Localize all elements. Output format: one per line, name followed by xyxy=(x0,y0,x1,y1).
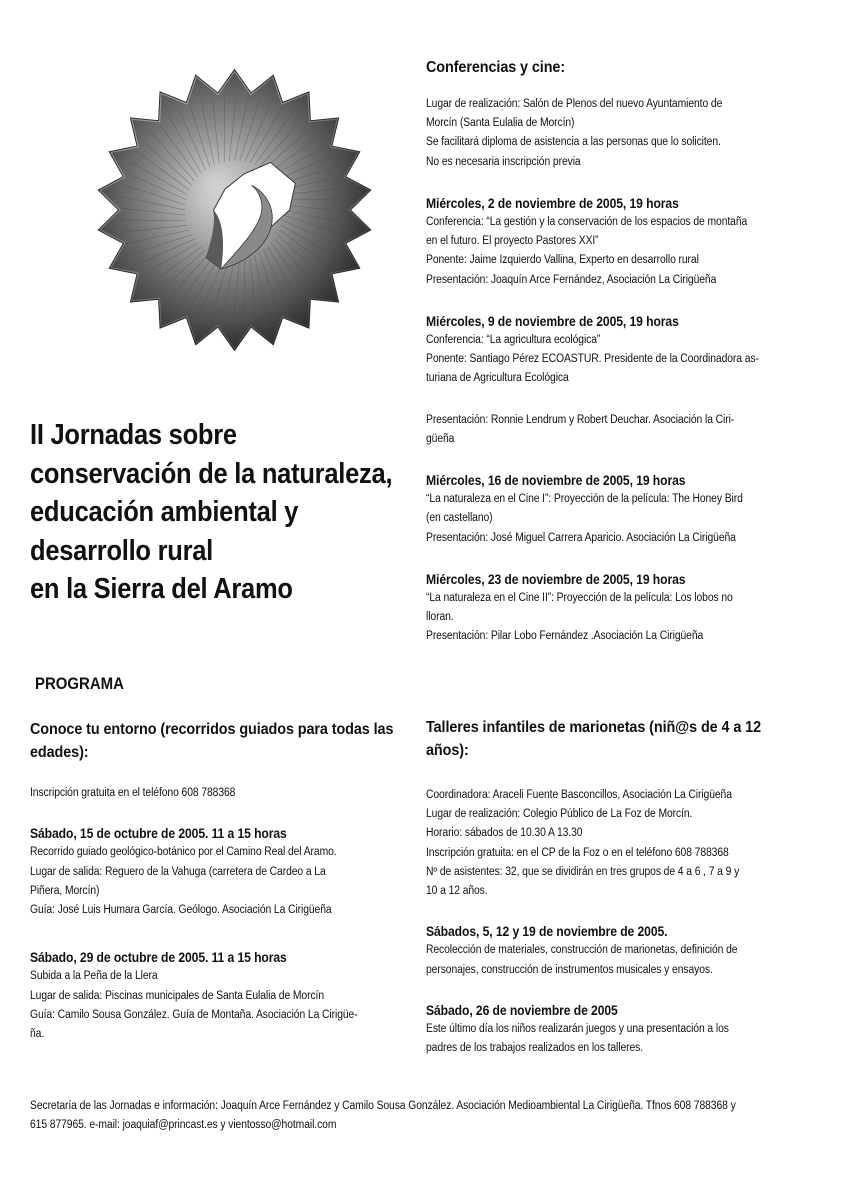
outing-line: Subida a la Peña de la Llera xyxy=(30,970,158,983)
conferencias-intro-line: Lugar de realización: Salón de Plenos del nuevo Ayuntamiento de xyxy=(426,98,723,110)
outing-line: Piñera, Morcín) xyxy=(30,884,100,897)
session-line: Ponente: Santiago Pérez ECOASTUR. Presidente de la Coordinadora as- xyxy=(426,353,759,366)
session-date: Miércoles, 9 de noviembre de 2005, 19 horas xyxy=(426,313,679,329)
session-line: lloran. xyxy=(426,611,454,624)
session-line: Presentación: Pilar Lobo Fernández .Asociación La Cirigüeña xyxy=(426,630,704,643)
conferencias-intro-line: No es necesaria inscripción previa xyxy=(426,155,581,168)
title-line: desarrollo rural xyxy=(30,534,213,567)
session-line: Presentación: Joaquín Arce Fernández, Asociación La Cirigüeña xyxy=(426,273,717,286)
talleres-info-line: 10 a 12 años. xyxy=(426,885,488,898)
session-line: Ponente: Jaime Izquierdo Vallina, Experto en desarrollo rural xyxy=(426,254,699,267)
session-line: “La naturaleza en el Cine II”: Proyección de la película: Los lobos no xyxy=(426,592,733,605)
title-line: conservación de la naturaleza, xyxy=(30,457,393,490)
taller-date: Sábados, 5, 12 y 19 de noviembre de 2005. xyxy=(426,924,668,940)
session-line: Presentación: José Miguel Carrera Aparicio. Asociación La Cirigüeña xyxy=(426,531,736,544)
footer-line: Secretaría de las Jornadas e información: Joaquín Arce Fernández y Camilo Sousa González. Asociación Medioambiental La Cirigüeña. Tfnos 608 788368 y xyxy=(30,1100,736,1112)
conferencias-intro-line: Se facilitará diploma de asistencia a las personas que lo soliciten. xyxy=(426,136,721,149)
talleres-heading: años): xyxy=(426,742,469,759)
footer-line: 615 877965. e-mail: joaquiaf@princast.es y vientosso@hotmail.com xyxy=(30,1119,337,1132)
talleres-info-line: Coordinadora: Araceli Fuente Basconcillos, Asociación La Cirigüeña xyxy=(426,789,732,801)
talleres-section xyxy=(426,716,800,1058)
talleres-heading: Talleres infantiles de marionetas (niñ@s de 4 a 12 xyxy=(426,719,762,736)
title-line: educación ambiental y xyxy=(30,496,299,528)
session-date: Miércoles, 16 de noviembre de 2005, 19 horas xyxy=(426,473,686,489)
title-line: II Jornadas sobre xyxy=(30,419,237,451)
taller-line: Este último día los niños realizarán juegos y una presentación a los xyxy=(426,1023,729,1036)
session-line: Presentación: Ronnie Lendrum y Robert Deuchar. Asociación la Ciri- xyxy=(426,413,735,426)
outing-line: Lugar de salida: Reguero de la Vahuga (carretera de Cardeo a La xyxy=(30,865,326,878)
entorno-inscripcion: Inscripción gratuita en el teléfono 608 788368 xyxy=(30,787,236,799)
session-line: en el futuro. El proyecto Pastores XXI” xyxy=(426,235,599,248)
outing-line: Recorrido guiado geológico-botánico por el Camino Real del Aramo. xyxy=(30,846,337,859)
taller-line: personajes, construcción de instrumentos musicales y ensayos. xyxy=(426,963,713,976)
session-line: güeña xyxy=(426,432,455,445)
outing-line: ña. xyxy=(30,1028,45,1041)
outing-date: Sábado, 29 de octubre de 2005. 11 a 15 horas xyxy=(30,950,287,966)
outing-line: Guía: Camilo Sousa González. Guía de Montaña. Asociación La Cirigüe- xyxy=(30,1008,358,1021)
conferencias-heading: Conferencias y cine: xyxy=(426,59,566,76)
conferencias-intro-line: Morcín (Santa Eulalia de Morcín) xyxy=(426,117,575,130)
footer xyxy=(30,1097,822,1135)
talleres-info-line: Inscripción gratuita: en el CP de la Foz o en el teléfono 608 788368 xyxy=(426,846,729,859)
entorno-section xyxy=(30,718,408,1044)
session-date: Miércoles, 23 de noviembre de 2005, 19 horas xyxy=(426,571,686,587)
outing-date: Sábado, 15 de octubre de 2005. 11 a 15 horas xyxy=(30,826,287,842)
session-line: turiana de Agricultura Ecológica xyxy=(426,372,569,385)
session-line: Conferencia: “La agricultura ecológica” xyxy=(426,334,601,347)
taller-line: padres de los trabajos realizados en los talleres. xyxy=(426,1042,644,1055)
outing-line: Guía: José Luis Humara García. Geólogo. Asociación La Cirigüeña xyxy=(30,904,332,917)
talleres-info-line: Lugar de realización: Colegio Público de La Foz de Morcín. xyxy=(426,808,693,821)
session-line: (en castellano) xyxy=(426,512,493,525)
gear-illustration xyxy=(92,60,377,360)
taller-line: Recolección de materiales, construcción de marionetas, definición de xyxy=(426,944,738,957)
talleres-info-line: Nº de asistentes: 32, que se dividirán en tres grupos de 4 a 6 , 7 a 9 y xyxy=(426,865,740,878)
entorno-heading: Conoce tu entorno (recorridos guiados para todas las xyxy=(30,721,394,738)
talleres-info-line: Horario: sábados de 10.30 A 13.30 xyxy=(426,827,583,840)
title-line: en la Sierra del Aramo xyxy=(30,573,293,605)
session-line: “La naturaleza en el Cine I”: Proyección de la película: The Honey Bird xyxy=(426,493,743,506)
programa-label: PROGRAMA xyxy=(35,674,124,693)
conferencias-section xyxy=(426,56,800,647)
taller-date: Sábado, 26 de noviembre de 2005 xyxy=(426,1002,618,1018)
event-title xyxy=(30,416,444,609)
session-date: Miércoles, 2 de noviembre de 2005, 19 horas xyxy=(426,195,679,211)
outing-line: Lugar de salida: Piscinas municipales de Santa Eulalia de Morcín xyxy=(30,989,324,1002)
session-line: Conferencia: “La gestión y la conservación de los espacios de montaña xyxy=(426,216,748,229)
entorno-heading: edades): xyxy=(30,744,89,761)
